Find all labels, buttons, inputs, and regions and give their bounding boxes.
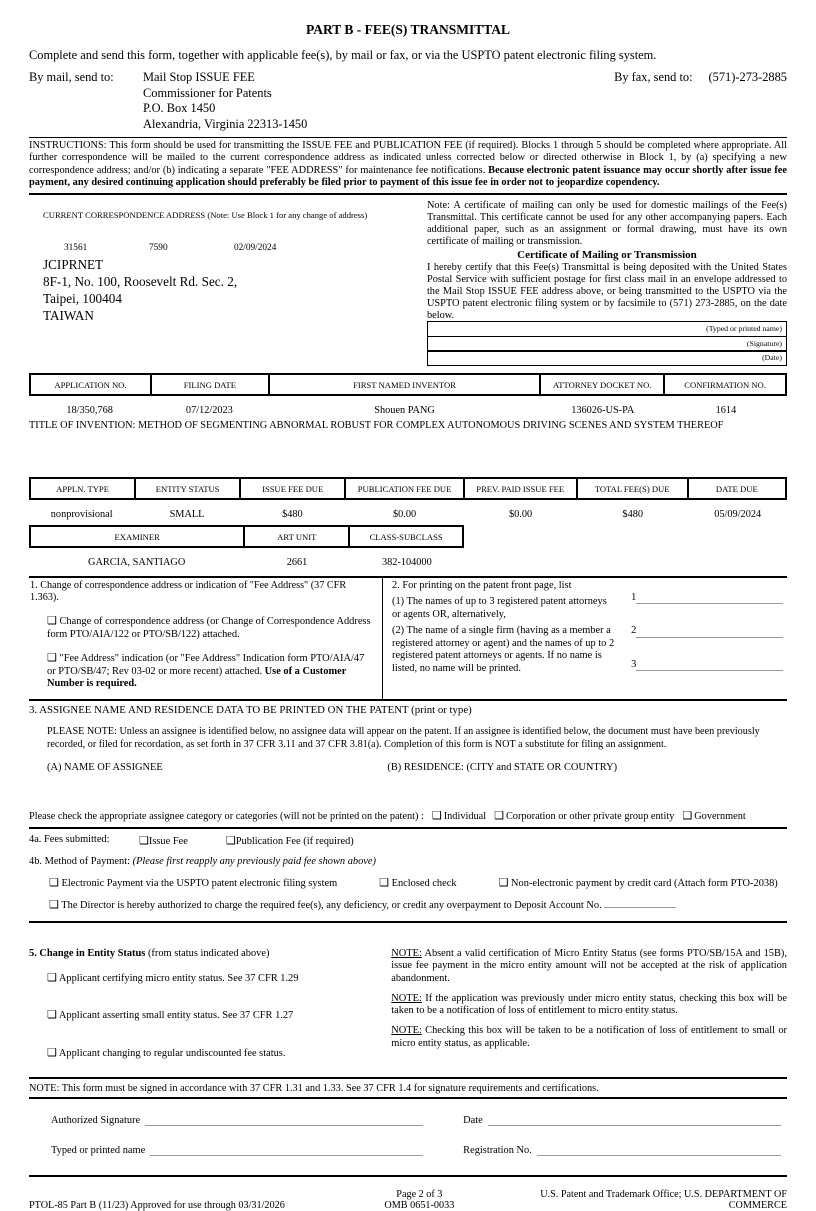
attorney-name-input[interactable] bbox=[636, 659, 783, 671]
prev-paid-issue-fee: $0.00 bbox=[508, 508, 533, 520]
checkbox-icon[interactable]: ❑ bbox=[47, 1046, 57, 1059]
checkbox-icon[interactable]: ❑ bbox=[431, 809, 442, 822]
regular-fee-label: Applicant changing to regular undiscounted fee status. bbox=[58, 1047, 286, 1059]
column-header: ART UNIT bbox=[244, 526, 349, 547]
mailing-row bbox=[29, 70, 787, 132]
small-entity-option bbox=[47, 1009, 385, 1022]
registration-field bbox=[463, 1145, 787, 1156]
checkbox-icon[interactable]: ❑ bbox=[47, 971, 57, 984]
date-label: Date bbox=[463, 1115, 483, 1127]
page-footer bbox=[29, 1189, 787, 1211]
fee-address-option bbox=[47, 652, 374, 690]
assignee-columns bbox=[47, 762, 787, 773]
change-address-label: Change of correspondence address (or Change of Correspondence Address form PTO/AIA/122 or PTO/SB/122) attached. bbox=[47, 616, 371, 640]
line-number: 1 bbox=[631, 591, 637, 603]
instructions-bold-text: Because electronic patent issuance may occur shortly after issue fee payment, any desired continuing application should preferably be filed prior to payment of this issue fee in order not to jeopardize copendency. bbox=[29, 164, 787, 189]
column-header: APPLN. TYPE bbox=[30, 478, 135, 499]
block-5-title-normal: (from status indicated above) bbox=[145, 947, 270, 959]
fax-send-label: By fax, send to: bbox=[614, 70, 693, 84]
small-entity-label: Applicant asserting small entity status. See 37 CFR 1.27 bbox=[58, 1010, 294, 1022]
correspondence-address-label: CURRENT CORRESPONDENCE ADDRESS (Note: Use Block 1 for any change of address) bbox=[43, 209, 368, 220]
agency-name: U.S. Patent and Trademark Office; U.S. DEPARTMENT OF COMMERCE bbox=[540, 1189, 787, 1211]
publication-fee-label: Publication Fee (if required) bbox=[235, 835, 354, 847]
customer-number-row bbox=[29, 243, 427, 253]
note-text: Absent a valid certification of Micro Entity Status (see forms PTO/SB/15A and 15B), issue fee payment in the micro entity amount will not be accepted at the risk of application abandonment. bbox=[391, 947, 787, 984]
checkbox-icon[interactable]: ❑ bbox=[682, 809, 693, 822]
bottom-rule bbox=[29, 1175, 787, 1177]
block-1-title: 1. Change of correspondence address or indication of "Fee Address" (37 CFR 1.363). bbox=[30, 579, 347, 603]
checkbox-icon[interactable]: ❑ bbox=[47, 615, 57, 628]
instructions-paragraph bbox=[29, 140, 787, 195]
signature-requirement-note: NOTE: This form must be signed in accordance with 37 CFR 1.31 and 1.33. See 37 CFR 1.4 for signature requirements and certifications. bbox=[29, 1077, 787, 1099]
class-subclass: 382-104000 bbox=[381, 556, 432, 568]
certificate-section bbox=[427, 195, 787, 369]
checkbox-icon[interactable]: ❑ bbox=[498, 876, 509, 889]
typed-name-field[interactable]: (Typed or printed name) bbox=[427, 321, 787, 337]
title-of-invention: TITLE OF INVENTION: METHOD OF SEGMENTING ABNORMAL ROBUST FOR COMPLEX AUTONOMOUS DRIVING SCENES AND SYSTEM THEREOF bbox=[29, 419, 724, 431]
page-title: PART B - FEE(S) TRANSMITTAL bbox=[305, 22, 511, 37]
instructions-text: INSTRUCTIONS: This form should be used for transmitting the ISSUE FEE and PUBLICATION FEE (if required). Blocks 1 through 5 should be completed where appropriate. All further correspondence will be mailed to the current correspondence address as indicated unless corrected below or directed otherwise in Block 1, by (a) specifying a new correspondence address; and/or (b) indicating a separate "FEE ADDRESS" for maintenance fee notifications. bbox=[29, 140, 787, 176]
note-text: If the application was previously under micro entity status, checking this box will be taken to be a notification of loss of entitlement to micro entity status. bbox=[391, 992, 787, 1017]
application-info-table bbox=[29, 373, 787, 417]
checkbox-icon[interactable]: ❑ bbox=[49, 876, 59, 889]
application-number: 18/350,768 bbox=[66, 404, 113, 416]
authorized-signature-label: Authorized Signature bbox=[51, 1115, 141, 1127]
authorized-signature-input[interactable] bbox=[145, 1115, 423, 1126]
note-label: NOTE: bbox=[391, 1025, 422, 1037]
enclosed-check-label: Enclosed check bbox=[391, 877, 457, 889]
issue-fee-label: Issue Fee bbox=[148, 835, 188, 847]
fee-table-header bbox=[29, 477, 787, 500]
deposit-account-label: The Director is hereby authorized to charge the required fee(s), any deficiency, or credit any overpayment to Deposit Account No. bbox=[61, 899, 602, 911]
deposit-account-row bbox=[49, 898, 787, 911]
examiner-table-header bbox=[29, 525, 464, 548]
credit-card-label: Non-electronic payment by credit card (Attach form PTO-2038) bbox=[511, 877, 778, 889]
enclosed-check-option bbox=[379, 876, 456, 889]
registration-label: Registration No. bbox=[463, 1145, 532, 1157]
page-number: Page 2 of 3 bbox=[396, 1189, 443, 1201]
signature-field[interactable]: (Signature) bbox=[427, 336, 787, 352]
note-label: NOTE: bbox=[391, 947, 422, 959]
attorney-name-input[interactable] bbox=[636, 592, 783, 604]
date-input[interactable] bbox=[488, 1115, 781, 1126]
fax-number: (571)-273-2885 bbox=[708, 70, 787, 84]
examiner-name: GARCIA, SANTIAGO bbox=[88, 556, 186, 568]
category-corporation-label: Corporation or other private group entity bbox=[505, 810, 675, 822]
assignee-category-label: Please check the appropriate assignee category or categories (will not be printed on the patent) : bbox=[29, 810, 424, 822]
regular-fee-option bbox=[47, 1047, 385, 1060]
block-2-title: 2. For printing on the patent front page, list bbox=[391, 579, 572, 591]
line-number: 2 bbox=[631, 625, 637, 637]
attorney-line-3 bbox=[631, 659, 783, 671]
column-header: ENTITY STATUS bbox=[135, 478, 240, 499]
fee-table-values bbox=[29, 500, 787, 521]
column-header: DATE DUE bbox=[688, 478, 786, 499]
correspondent-line: Taipei, 100404 bbox=[43, 290, 122, 306]
typed-name-row-field bbox=[51, 1145, 463, 1156]
column-header: PREV. PAID ISSUE FEE bbox=[464, 478, 577, 499]
divider bbox=[29, 137, 787, 138]
correspondent-line: TAIWAN bbox=[43, 308, 94, 324]
certificate-note: Note: A certificate of mailing can only be used for domestic mailings of the Fee(s) Transmittal. This certificate cannot be used for any other accompanying papers. Each additional paper, such as an assignment or formal drawing, must have its own certificate of mailing or transmission. bbox=[426, 199, 787, 247]
total-fees-due: $480 bbox=[622, 508, 644, 520]
checkbox-icon[interactable]: ❑ bbox=[47, 652, 57, 665]
assignee-residence-label: (B) RESIDENCE: (CITY and STATE OR COUNTRY) bbox=[387, 761, 618, 773]
authorized-signature-field bbox=[51, 1115, 463, 1126]
date-signature-field bbox=[463, 1115, 787, 1126]
mail-stop-address bbox=[143, 70, 307, 132]
column-header: ATTORNEY DOCKET NO. bbox=[540, 374, 664, 395]
column-header: APPLICATION NO. bbox=[30, 374, 151, 395]
correspondent-address bbox=[29, 256, 427, 325]
column-header: PUBLICATION FEE DUE bbox=[345, 478, 464, 499]
examiner-table bbox=[29, 525, 464, 569]
method-of-payment-label: 4b. Method of Payment: bbox=[29, 855, 133, 867]
entity-note bbox=[391, 1025, 787, 1050]
checkbox-icon[interactable]: ❑ bbox=[225, 834, 236, 847]
assignee-category-row bbox=[29, 809, 787, 822]
deposit-account-input[interactable] bbox=[604, 907, 676, 908]
block-2-text bbox=[392, 580, 617, 695]
form-number: PTOL-85 Part B (11/23) Approved for use through 03/31/2026 bbox=[29, 1200, 285, 1211]
column-header: CONFIRMATION NO. bbox=[664, 374, 786, 395]
block-3-assignee bbox=[29, 699, 787, 829]
block-5-title-bold: 5. Change in Entity Status bbox=[29, 947, 146, 959]
block-1-correspondence-change bbox=[29, 578, 383, 699]
entity-note bbox=[391, 948, 787, 986]
application-type: nonprovisional bbox=[50, 508, 113, 520]
column-header: TOTAL FEE(S) DUE bbox=[577, 478, 688, 499]
column-header: CLASS-SUBCLASS bbox=[349, 526, 463, 547]
fees-submitted-label: 4a. Fees submitted: bbox=[29, 833, 110, 845]
column-header: FILING DATE bbox=[151, 374, 269, 395]
certificate-heading: Certificate of Mailing or Transmission bbox=[517, 248, 697, 261]
signature-row-2 bbox=[51, 1145, 787, 1156]
signature-row-1 bbox=[51, 1115, 787, 1126]
checkbox-icon[interactable]: ❑ bbox=[49, 898, 59, 911]
entity-note bbox=[391, 993, 787, 1018]
mail-address-line: P.O. Box 1450 bbox=[143, 101, 216, 115]
block-2-option-2: (2) The name of a single firm (having as a member a registered attorney or agent) and the names of up to 2 registered patent attorneys or agents. If no name is listed, no name will be printed. bbox=[391, 625, 615, 674]
category-government-label: Government bbox=[694, 810, 746, 822]
mail-address-line: Alexandria, Virginia 22313-1450 bbox=[143, 116, 308, 131]
customer-number-required-note: Use of a Customer Number is required. bbox=[47, 665, 347, 690]
method-of-payment-note: (Please first reapply any previously paid fee shown above) bbox=[132, 855, 376, 867]
block-4-fees bbox=[29, 829, 787, 923]
electronic-payment-label: Electronic Payment via the USPTO patent electronic filing system bbox=[61, 877, 338, 889]
first-named-inventor: Shouen PANG bbox=[374, 404, 435, 416]
entity-status: SMALL bbox=[169, 508, 205, 520]
art-unit: 2661 bbox=[286, 556, 308, 568]
line-number: 3 bbox=[631, 658, 637, 670]
application-table-values bbox=[29, 396, 787, 417]
block-5-entity-status bbox=[29, 948, 787, 1075]
electronic-payment-option bbox=[49, 876, 337, 889]
customer-number: 31561 bbox=[64, 242, 88, 253]
checkbox-icon[interactable]: ❑ bbox=[494, 809, 504, 822]
checkbox-icon[interactable]: ❑ bbox=[379, 876, 390, 889]
assignee-name-label: (A) NAME OF ASSIGNEE bbox=[47, 761, 163, 773]
date-field[interactable]: (Date) bbox=[427, 350, 787, 366]
typed-name-label: Typed or printed name bbox=[51, 1145, 146, 1157]
micro-entity-label: Applicant certifying micro entity status. See 37 CFR 1.29 bbox=[58, 972, 299, 984]
certificate-body: I hereby certify that this Fee(s) Transmittal is being deposited with the United States Postal Service with sufficient postage for first class mail in an envelope addressed to the Mail Stop ISSUE FEE address above, or being transmitted to the USPTO via the USPTO patent electronic filing system or by facsimile to (571) 273-2885, on the date below. bbox=[426, 261, 787, 321]
attorney-name-lines bbox=[617, 580, 787, 695]
block-2-front-page-printing bbox=[383, 578, 787, 699]
category-individual-label: Individual bbox=[443, 810, 487, 822]
spacer bbox=[29, 431, 787, 473]
note-text: Checking this box will be taken to be a notification of loss of entitlement to small or micro entity status, as applicable. bbox=[391, 1025, 787, 1049]
note-label: NOTE: bbox=[391, 992, 422, 1004]
attorney-line-1 bbox=[631, 592, 783, 604]
correspondence-section bbox=[29, 195, 787, 369]
registration-input[interactable] bbox=[537, 1145, 781, 1156]
entity-status-options bbox=[29, 948, 385, 1075]
checkbox-icon[interactable]: ❑ bbox=[47, 1009, 57, 1022]
micro-entity-option bbox=[47, 972, 385, 985]
fax-block bbox=[614, 70, 787, 132]
payment-methods-row bbox=[49, 876, 787, 889]
assignee-note: PLEASE NOTE: Unless an assignee is identified below, no assignee data will appear on the patent. If an assignee is identified below, the document must have been previously recorded, or filed for recordation, as set forth in 37 CFR 3.11 and 37 CFR 3.81(a). Completion of this form is NOT a substitute for filing an assignment. bbox=[47, 725, 760, 750]
blocks-1-2 bbox=[29, 576, 787, 699]
mail-room-code: 7590 bbox=[149, 242, 168, 253]
block-3-heading: 3. ASSIGNEE NAME AND RESIDENCE DATA TO BE PRINTED ON THE PATENT (print or type) bbox=[29, 703, 472, 716]
issue-fee-due: $480 bbox=[282, 508, 303, 520]
publication-fee-option bbox=[226, 834, 354, 847]
attorney-name-input[interactable] bbox=[636, 625, 783, 637]
omb-number: OMB 0651-0033 bbox=[384, 1200, 455, 1211]
examiner-table-values bbox=[29, 548, 464, 569]
mail-address-line: Mail Stop ISSUE FEE bbox=[143, 70, 255, 84]
credit-card-option bbox=[499, 876, 778, 889]
mail-send-label: By mail, send to: bbox=[29, 70, 114, 84]
confirmation-no: 1614 bbox=[715, 404, 737, 416]
fee-table bbox=[29, 477, 787, 521]
checkbox-icon[interactable]: ❑ bbox=[139, 834, 149, 847]
column-header: EXAMINER bbox=[30, 526, 244, 547]
signature-area bbox=[29, 1099, 787, 1156]
correspondent-line: 8F-1, No. 100, Roosevelt Rd. Sec. 2, bbox=[43, 273, 238, 289]
issue-fee-option bbox=[139, 834, 188, 847]
column-header: ISSUE FEE DUE bbox=[240, 478, 345, 499]
change-address-option bbox=[47, 615, 374, 641]
intro-text: Complete and send this form, together with applicable fee(s), by mail or fax, or via the USPTO patent electronic filing system. bbox=[29, 48, 657, 62]
current-correspondence-address bbox=[29, 195, 427, 369]
method-of-payment-row bbox=[29, 856, 787, 867]
footer-center bbox=[332, 1189, 506, 1211]
mailing-date: 02/09/2024 bbox=[234, 242, 277, 253]
attorney-docket-no: 136026-US-PA bbox=[571, 404, 635, 416]
publication-fee-due: $0.00 bbox=[392, 508, 417, 520]
fees-submitted-row bbox=[29, 834, 787, 847]
fee-address-label: "Fee Address" indication (or "Fee Address" Indication form PTO/AIA/47 or PTO/SB/47; Rev 03-02 or more recent) attached. bbox=[47, 653, 365, 677]
block-2-option-1: (1) The names of up to 3 registered patent attorneys or agents OR, alternatively, bbox=[391, 596, 607, 620]
date-due: 05/09/2024 bbox=[714, 508, 762, 520]
mail-address-line: Commissioner for Patents bbox=[143, 85, 272, 100]
entity-status-notes bbox=[385, 948, 787, 1075]
filing-date: 07/12/2023 bbox=[185, 404, 233, 416]
typed-name-input[interactable] bbox=[150, 1145, 423, 1156]
attorney-line-2 bbox=[631, 625, 783, 637]
block-5-title bbox=[29, 948, 385, 959]
application-table-header bbox=[29, 373, 787, 396]
correspondent-line: JCIPRNET bbox=[43, 256, 104, 272]
column-header: FIRST NAMED INVENTOR bbox=[269, 374, 540, 395]
